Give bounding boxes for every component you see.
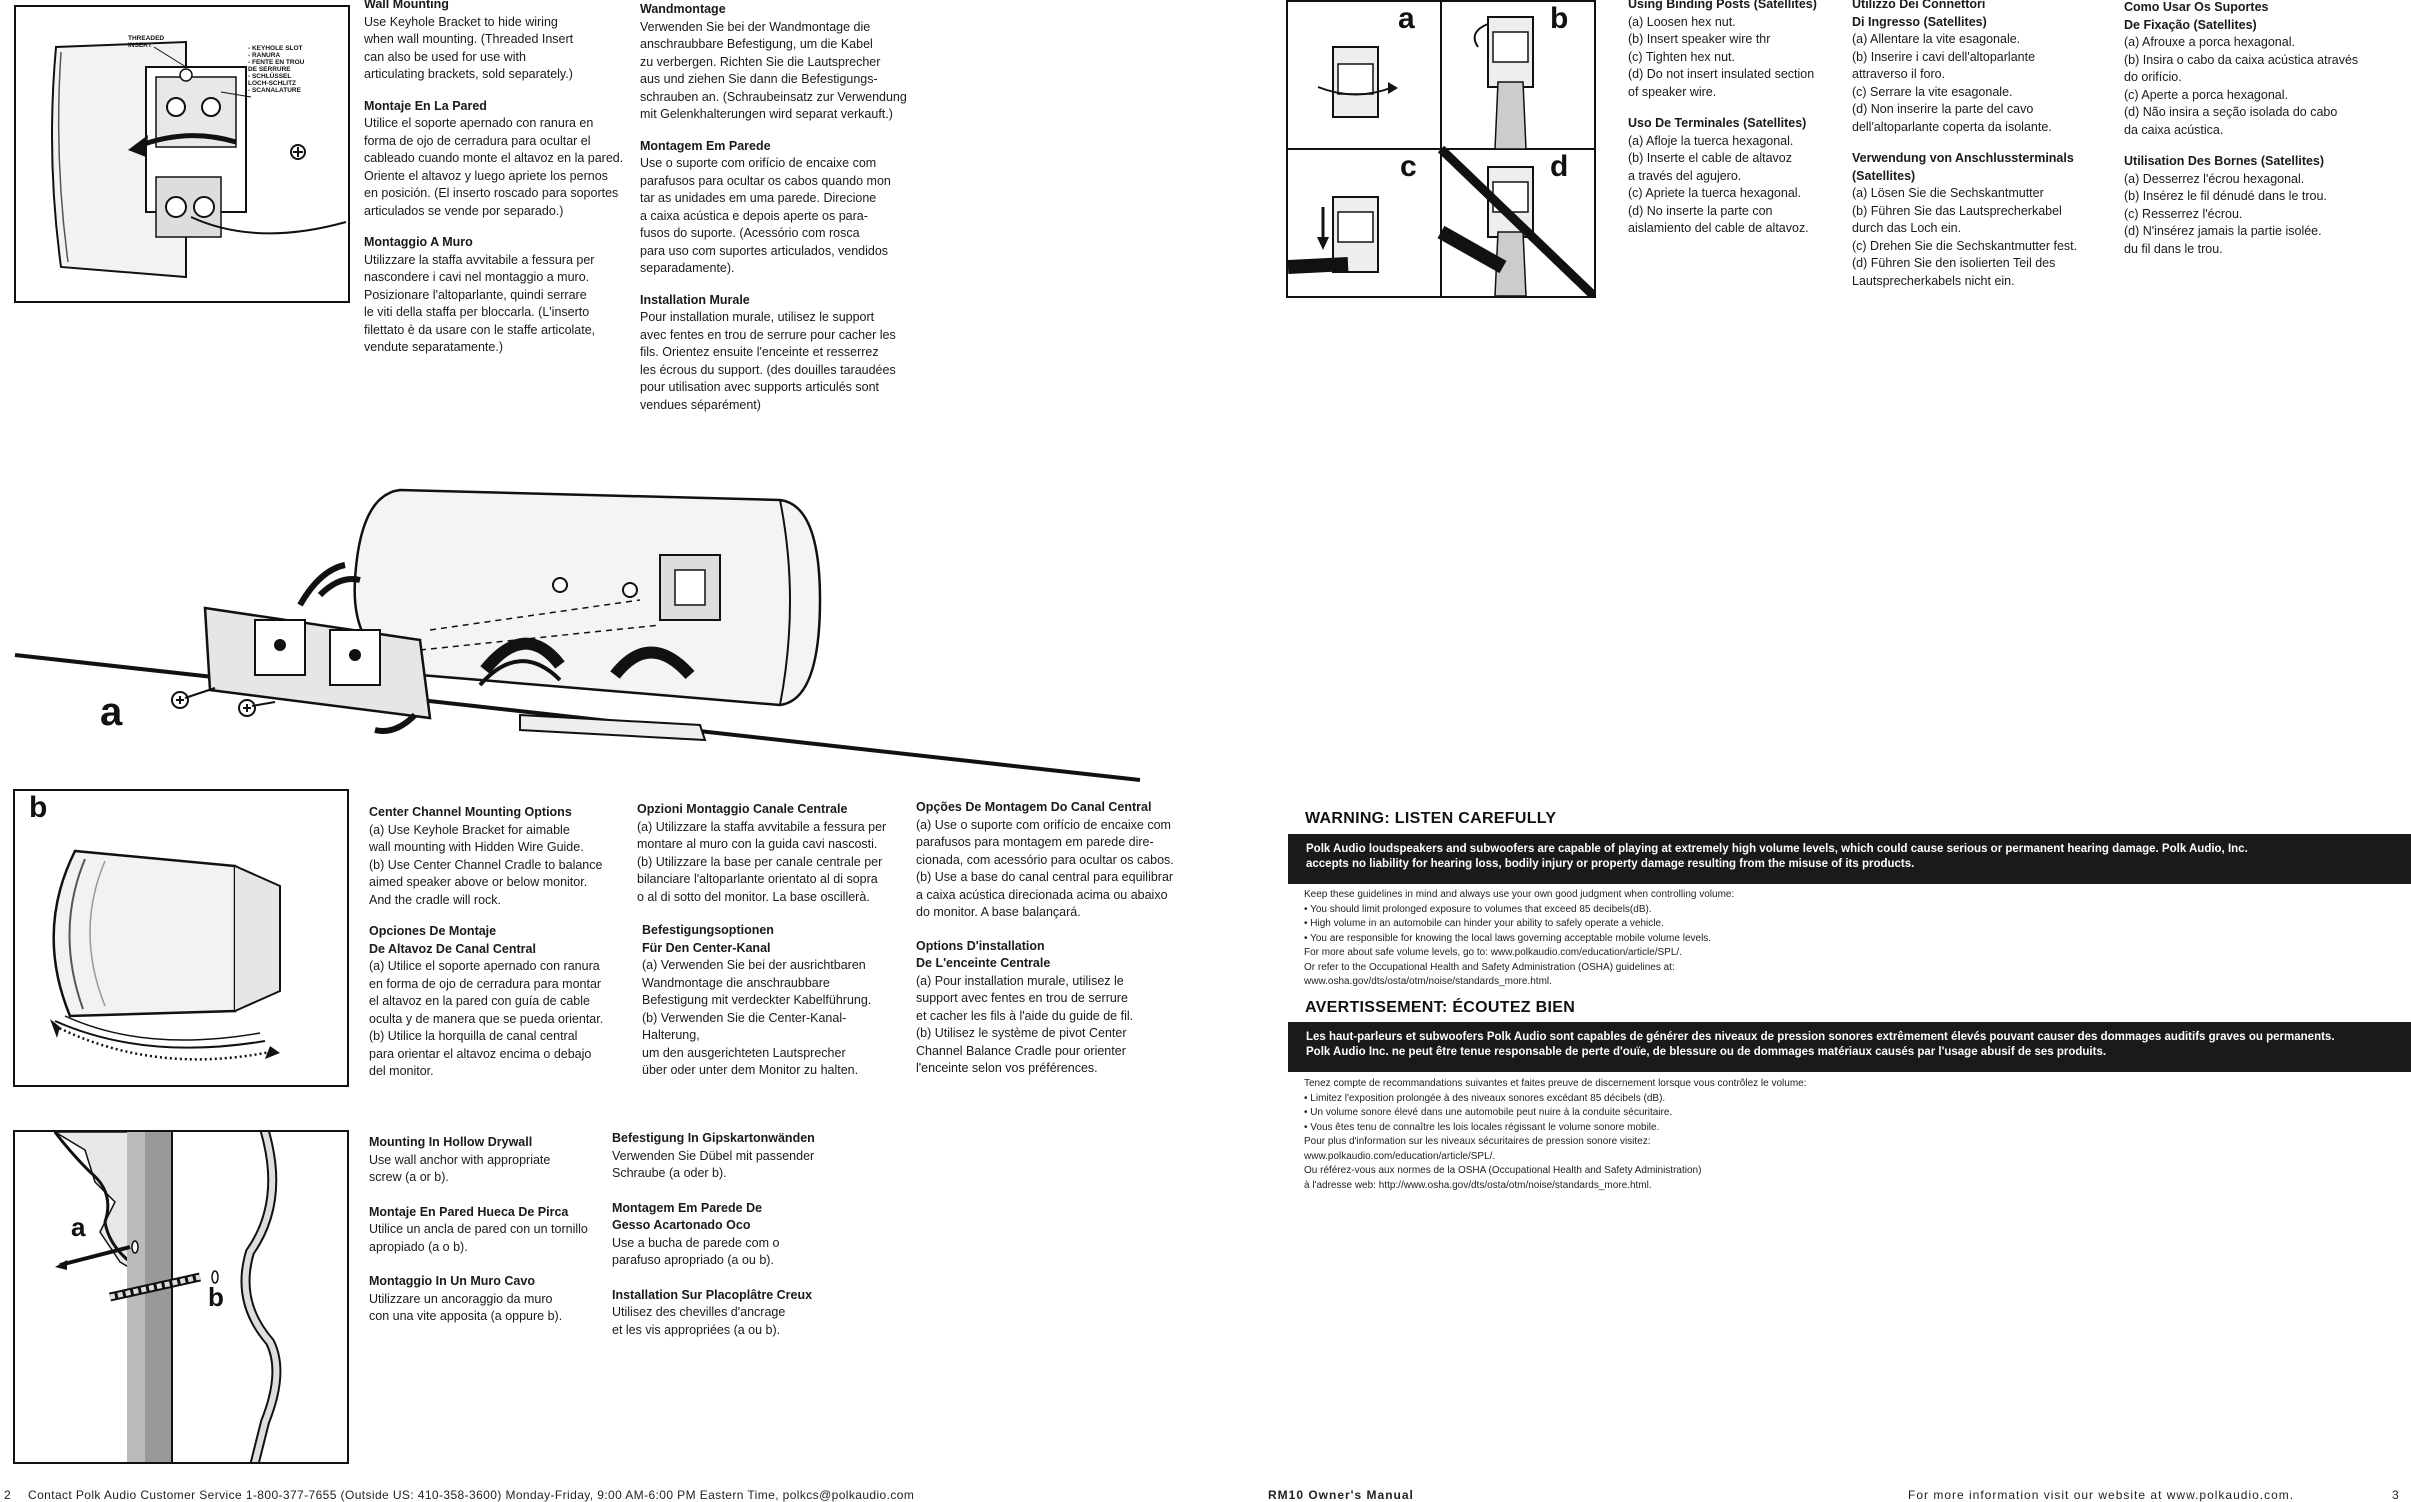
- warning-fr-bar-text: Les haut-parleurs et subwoofers Polk Audio sont capables de générer des niveaux de pression sonores extrêmement élevés pouvant causer des dommages auditifs graves ou permanents. Polk Audio Inc. ne peut être tenue responsable de perte d'ouïe, de blessure ou de dommages matériaux causés par l'usage abusif de ses produits.: [1306, 1031, 2335, 1058]
- section-text: Use wall anchor with appropriate screw (a or b).: [369, 1152, 551, 1184]
- binding-posts-fr: [2124, 153, 2374, 258]
- section-text: (a) Verwenden Sie bei der ausrichtbaren Wandmontage die anschraubbare Befestigung mit verdeckter Kabelführung. (b) Verwenden Sie die Center-Kanal-Halterung, um den ausgerichteten Lautsprecher über oder unter dem Monitor zu halten.: [642, 958, 872, 1077]
- section-text: Verwenden Sie Dübel mit passender Schraube (a oder b).: [612, 1148, 815, 1180]
- section-text: Utilice el soporte apernado con ranura en forma de ojo de cerradura para ocultar el cableado cuando monte el altavoz en la pared. Oriente el altavoz y luego apriete los pernos en posición. (El inserto roscado para soportes articulados se vende por separado.): [364, 116, 624, 218]
- section-title: Center Channel Mounting Options: [369, 805, 572, 819]
- center-channel-it: [637, 801, 897, 906]
- section-title: Using Binding Posts (Satellites): [1628, 0, 1817, 11]
- section-text: Utilice un ancla de pared con un tornillo apropiado (a o b).: [369, 1222, 588, 1254]
- section-title: Montaggio A Muro: [364, 235, 473, 249]
- figure-binding-posts: [1286, 0, 1596, 298]
- warning-en-bar-text: Polk Audio loudspeakers and subwoofers are capable of playing at extremely high volume levels, which could cause serious or permanent hearing damage. Polk Audio, Inc. accepts no liability for hearing loss, bodily injury or property damage resulting from the misuse of its products.: [1306, 843, 2248, 870]
- binding-posts-pt: [2124, 0, 2374, 139]
- section-title: Utilisation Des Bornes (Satellites): [2124, 154, 2325, 168]
- warning-fr-bar: [1288, 1022, 2411, 1072]
- figure-center-channel-cradle: [13, 789, 349, 1087]
- keyhole-slot-label: - KEYHOLE SLOT - RANURA - FENTE EN TROU DE SERRURE - SCHLÜSSEL LOCH-SCHLITZ - SCANALATURE: [248, 45, 305, 94]
- section-title: Como Usar Os Suportes De Fixação (Satellites): [2124, 0, 2269, 32]
- binding-posts-it: [1852, 0, 2082, 136]
- section-title: Wall Mounting: [364, 0, 449, 11]
- warning-en-bar: [1288, 834, 2411, 884]
- warning-en-text: Keep these guidelines in mind and always use your own good judgment when controlling volume: • You should limit prolonged exposure to volumes that exceed 85 decibels(dB). • High volume in an automobile can hinder your ability to safely operate a vehicle. • You are responsible for knowing the local laws governing acceptable mobile volume levels. For more about safe volume levels, go to: www.polkaudio.com/education/article/SPL/. Or refer to the Occupational Health and Safety Administration (OSHA) guidelines at: www.osha.gov/dts/osta/otm/noise/standards_more.html.: [1304, 889, 1735, 987]
- section-title: Montaje En Pared Hueca De Pirca: [369, 1204, 569, 1219]
- center-channel-col3: [916, 799, 1186, 1092]
- warning-fr-text: Tenez compte de recommandations suivantes et faites preuve de discernement lorsque vous contrôlez le volume: • Limitez l'exposition prolongée à des niveaux sonores excédant 85 décibels (dB). • Un volume sonore élevé dans une automobile peut nuire à la conduite sécuritaire. • Vous êtes tenu de connaître les lois locales régissant le volume sonore mobile. Pour plus d'information sur les niveaux sécuritaires de pression sonore visitez: www.polkaudio.com/education/article/SPL/. Ou référez-vous aux normes de la OSHA (Occupational Health and Safety Administration) à l'adresse web: http://www.osha.gov/dts/osta/otm/noise/standards_more.html.: [1304, 1078, 1807, 1191]
- wall-mounting-col1: [364, 0, 624, 371]
- section-title: Opzioni Montaggio Canale Centrale: [637, 802, 848, 816]
- section-text: (a) Desserrez l'écrou hexagonal. (b) Insérez le fil dénudé dans le trou. (c) Resserrez l'écrou. (d) N'insérez jamais la partie isolée. du fil dans le trou.: [2124, 171, 2327, 256]
- section-text: (a) Allentare la vite esagonale. (b) Inserire i cavi dell'altoparlante attraverso il foro. (c) Serrare la vite esagonale. (d) Non inserire la parte del cavo dell'altoparlante coperta da isolante.: [1852, 32, 2052, 134]
- footer-contact-text: Contact Polk Audio Customer Service 1-800-377-7655 (Outside US: 410-358-3600) Monday-Friday, 9:00 AM-6:00 PM Eastern Time, polkcs@polkaudio.com: [28, 1488, 915, 1502]
- center-channel-de: [637, 922, 897, 1080]
- section-title: Montaggio In Un Muro Cavo: [369, 1274, 535, 1288]
- section-text: (a) Afloje la tuerca hexagonal. (b) Inserte el cable de altavoz a través del agujero. (c) Apriete la tuerca hexagonal. (d) No inserte la parte con aislamiento del cable de altavoz.: [1628, 133, 1809, 235]
- wall-mounting-de: [640, 1, 910, 124]
- wall-mounting-pt: [640, 138, 910, 278]
- footer-manual-title: RM10 Owner's Manual: [1268, 1488, 1414, 1502]
- figure-keyhole-bracket: [14, 5, 350, 303]
- section-text: (a) Use o suporte com orifício de encaixe com parafusos para montagem em parede dire- cionada, com acessório para ocultar os cabos. (b) Use a base do canal central para equilibrar a caixa acústica direcionada acima ou abaixo do monitor. A base balançará.: [916, 817, 1174, 919]
- label-b-box: b: [29, 791, 48, 824]
- threaded-insert-label: THREADED INSERT: [128, 35, 165, 49]
- drywall-pt: [612, 1200, 862, 1270]
- warning-en-title: WARNING: LISTEN CAREFULLY: [1305, 810, 1557, 827]
- center-channel-col1: [369, 804, 609, 1095]
- binding-posts-col1: [1628, 0, 1838, 252]
- section-text: (a) Afrouxe a porca hexagonal. (b) Insira o cabo da caixa acústica através do orifício. (c) Aperte a porca hexagonal. (d) Não insira a seção isolada do cabo da caixa acústica.: [2124, 35, 2359, 137]
- section-title: Opções De Montagem Do Canal Central: [916, 800, 1152, 814]
- drywall-fr: [612, 1287, 862, 1340]
- drywall-col1: [369, 1134, 609, 1340]
- wall-mounting-fr: [640, 292, 910, 415]
- section-text: (a) Utilice el soporte apernado con ranura en forma de ojo de cerradura para montar el altavoz en la pared con guía de cable oculta y de manera que se pueda orientar. (b) Utilice la horquilla de canal central para orientar el altavoz encima o debajo del monitor.: [369, 959, 604, 1078]
- drywall-de: [612, 1130, 862, 1183]
- footer-right-page-number: 3: [2392, 1488, 2400, 1502]
- binding-posts-es: [1628, 115, 1838, 238]
- center-speaker-mount-illustration: [0, 450, 1150, 790]
- section-text: (a) Utilizzare la staffa avvitabile a fessura per montare al muro con la guida cavi nascosti. (b) Utilizzare la base per canale centrale per bilanciare l'altoparlante orientato al di sopra o al di sotto del monitor. La base oscillerà.: [637, 819, 887, 904]
- section-text: Pour installation murale, utilisez le support avec fentes en trou de serrure pour cacher les fils. Orientez ensuite l'enceinte et resserrez les écrous du support. (des douilles taraudées pour utilisation avec supports articulés sont vendues séparément): [640, 310, 896, 412]
- section-text: Utilizzare un ancoraggio da muro con una vite apposita (a oppure b).: [369, 1291, 563, 1323]
- section-title: Uso De Terminales (Satellites): [1628, 116, 1807, 130]
- binding-posts-illustration: [1288, 2, 1594, 296]
- section-title: Montaje En La Pared: [364, 98, 487, 113]
- section-title: Mounting In Hollow Drywall: [369, 1135, 533, 1149]
- section-title: Installation Sur Placoplâtre Creux: [612, 1287, 813, 1302]
- section-text: (a) Loosen hex nut. (b) Insert speaker wire thr (c) Tighten hex nut. (d) Do not insert insulated section of speaker wire.: [1628, 14, 1815, 99]
- warning-fr-title: AVERTISSEMENT: ÉCOUTEZ BIEN: [1305, 999, 1576, 1016]
- label-d: d: [1550, 150, 1569, 183]
- drywall-col2: [612, 1130, 862, 1353]
- section-text: Utilisez des chevilles d'ancrage et les vis appropriées (a ou b).: [612, 1305, 786, 1337]
- drywall-es: [369, 1204, 609, 1257]
- section-text: Use a bucha de parede com o parafuso apropriado (a ou b).: [612, 1235, 780, 1267]
- binding-posts-col2: [1852, 0, 2082, 304]
- wall-mounting-es: [364, 98, 624, 221]
- binding-posts-en: [1628, 0, 1838, 101]
- section-text: Verwenden Sie bei der Wandmontage die anschraubbare Befestigung, um die Kabel zu verbergen. Richten Sie die Lautsprecher aus und ziehen Sie dann die Befestigungs- schrauben an. (Schraubeinsatz zur Verwendung mit Gelenkhalterungen wird separat verkauft.): [640, 19, 907, 121]
- section-title: Wandmontage: [640, 2, 726, 16]
- label-c: c: [1400, 150, 1417, 183]
- wall-mounting-it: [364, 234, 624, 357]
- label-a: a: [1398, 2, 1415, 35]
- footer-left-page-number: 2: [4, 1488, 12, 1502]
- center-channel-es: [369, 923, 609, 1081]
- label-b-drywall: b: [208, 1282, 224, 1312]
- section-title: Options D'installation De L'enceinte Centrale: [916, 938, 1051, 970]
- section-text: (a) Pour installation murale, utilisez le support avec fentes en trou de serrure et cacher les fils à l'aide du guide de fil. (b) Utilisez le système de pivot Center Channel Balance Cradle pour orienter l'enceinte selon vos préférences.: [916, 973, 1134, 1075]
- drywall-it: [369, 1273, 609, 1326]
- binding-posts-de: [1852, 150, 2082, 290]
- center-channel-en: [369, 804, 609, 909]
- wall-mounting-col2: [640, 1, 910, 428]
- center-channel-pt: [916, 799, 1186, 922]
- section-text: (a) Use Keyhole Bracket for aimable wall mounting with Hidden Wire Guide. (b) Use Center Channel Cradle to balance aimed speaker above or below monitor. And the cradle will rock.: [369, 822, 603, 907]
- label-a-drywall: a: [71, 1212, 86, 1242]
- section-title: Montagem Em Parede De Gesso Acartonado Oco: [612, 1200, 763, 1232]
- section-title: Utilizzo Dei Connettori Di Ingresso (Satellites): [1852, 0, 1987, 29]
- section-title: Opciones De Montaje De Altavoz De Canal Central: [369, 924, 536, 956]
- drywall-anchor-illustration: [15, 1132, 347, 1462]
- center-channel-cradle-illustration: [15, 791, 347, 1085]
- center-channel-col2: [637, 801, 897, 1094]
- section-title: Befestigungsoptionen Für Den Center-Kanal: [642, 923, 774, 955]
- section-text: (a) Lösen Sie die Sechskantmutter (b) Führen Sie das Lautsprecherkabel durch das Loch ein. (c) Drehen Sie die Sechskantmutter fest. (d) Führen Sie den isolierten Teil des Lautsprecherkabels nicht ein.: [1852, 186, 2078, 288]
- section-title: Befestigung In Gipskartonwänden: [612, 1131, 815, 1145]
- section-title: Montagem Em Parede: [640, 138, 771, 153]
- drywall-en: [369, 1134, 609, 1187]
- figure-center-speaker-mount: [0, 450, 1150, 790]
- section-text: Use Keyhole Bracket to hide wiring when wall mounting. (Threaded Insert can also be used for use with articulating brackets, sold separately.): [364, 14, 574, 81]
- figure-drywall-anchor: [13, 1130, 349, 1464]
- section-text: Use o suporte com orifício de encaixe com parafusos para ocultar os cabos quando mon tar as unidades em uma parede. Direcione a caixa acústica e depois aperte os para- fusos do suporte. (Acessório com rosca para uso com suportes articulados, vendidos separadamente).: [640, 156, 891, 275]
- wall-mounting-en: [364, 0, 624, 84]
- section-title: Verwendung von Anschlussterminals (Satellites): [1852, 151, 2074, 183]
- binding-posts-col3: [2124, 0, 2374, 272]
- footer-website-text: For more information visit our website at www.polkaudio.com.: [1908, 1488, 2295, 1502]
- center-channel-fr: [916, 938, 1186, 1078]
- section-title: Installation Murale: [640, 292, 750, 307]
- section-text: Utilizzare la staffa avvitabile a fessura per nascondere i cavi nel montaggio a muro. Posizionare l'altoparlante, quindi serrare le viti della staffa per bloccarla. (L'inserto filettato è da usare con le staffe articolate, vendute separatamente.): [364, 252, 596, 354]
- label-a-large: a: [100, 690, 123, 734]
- label-b: b: [1550, 2, 1569, 35]
